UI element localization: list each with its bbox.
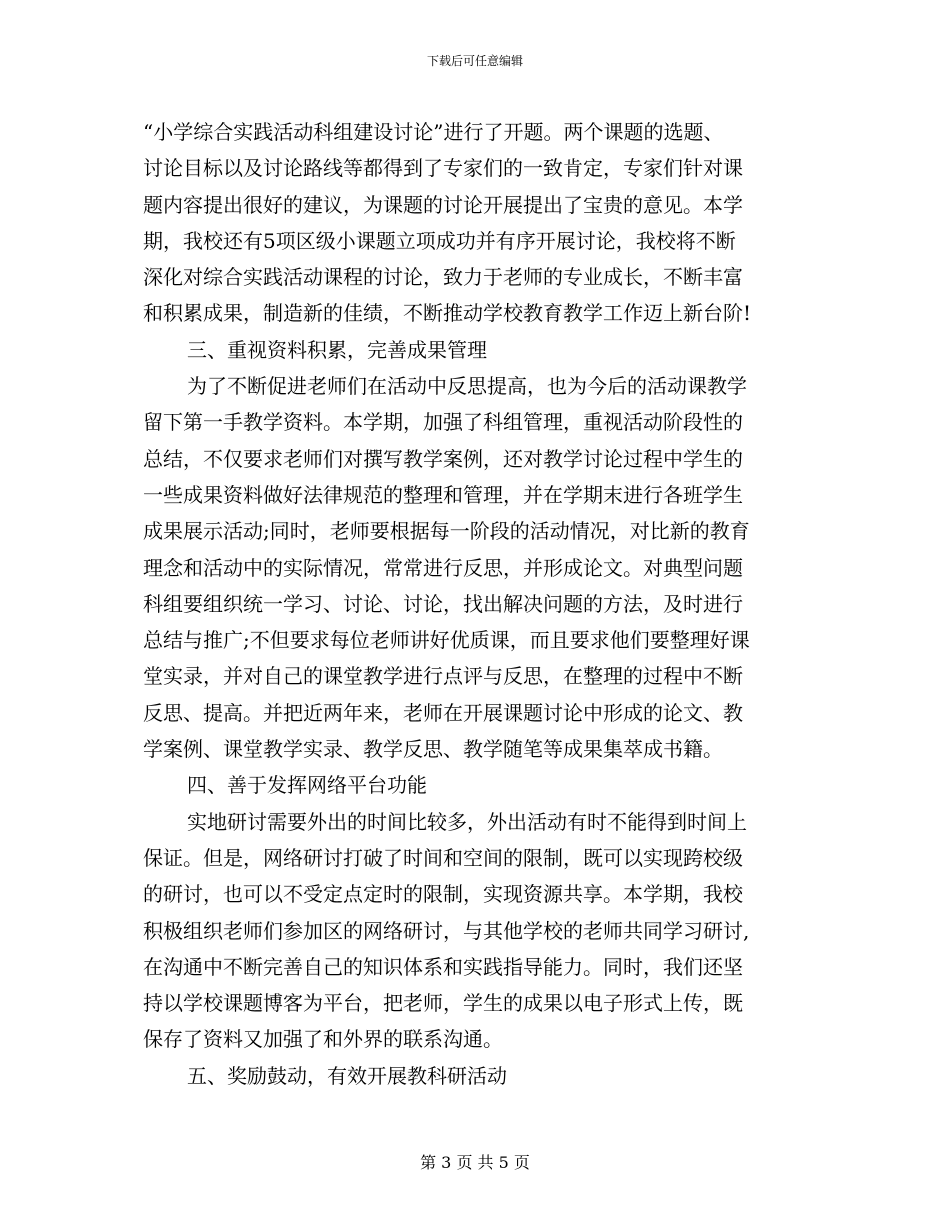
paragraph-line: “小学综合实践活动科组建设讨论”进行了开题。两个课题的选题、 — [143, 120, 724, 144]
document-body — [143, 114, 807, 1094]
paragraph-line: 期，我校还有5项区级小课题立项成功并有序开展讨论，我校将不断 — [143, 228, 736, 253]
paragraph-line: 在沟通中不断完善自己的知识体系和实践指导能力。同时，我们还坚 — [143, 954, 743, 979]
paragraph-line: 为了不断促进老师们在活动中反思提高，也为今后的活动课教学 — [187, 374, 747, 399]
paragraph-line: 成果展示活动;同时，老师要根据每一阶段的活动情况，对比新的教育 — [143, 519, 750, 544]
paragraph-line: 实地研讨需要外出的时间比较多，外出活动有时不能得到时间上 — [187, 809, 747, 834]
paragraph-line: 讨论目标以及讨论路线等都得到了专家们的一致肯定，专家们针对课 — [143, 156, 743, 181]
paragraph-line: 和积累成果，制造新的佳绩，不断推动学校教育教学工作迈上新台阶! — [143, 301, 752, 326]
paragraph-line: 深化对综合实践活动课程的讨论，致力于老师的专业成长，不断丰富 — [143, 265, 743, 290]
page-number-footer: 第 3 页 共 5 页 — [420, 1153, 530, 1172]
paragraph-line: 一些成果资料做好法律规范的整理和管理，并在学期末进行各班学生 — [143, 482, 743, 507]
paragraph-line: 保存了资料又加强了和外界的联系沟通。 — [143, 1027, 503, 1052]
paragraph-line: 学案例、课堂教学实录、教学反思、教学随笔等成果集萃成书籍。 — [143, 737, 723, 762]
paragraph-line: 题内容提出很好的建议，为课题的讨论开展提出了宝贵的意见。本学 — [143, 192, 743, 217]
section-heading: 五、奖励鼓动，有效开展教科研活动 — [187, 1063, 507, 1088]
section-heading: 四、善于发挥网络平台功能 — [187, 773, 427, 798]
paragraph-line: 科组要组织统一学习、讨论、讨论，找出解决问题的方法，及时进行 — [143, 591, 743, 616]
paragraph-line: 总结，不仅要求老师们对撰写教学案例，还对教学讨论过程中学生的 — [143, 446, 743, 471]
paragraph-line: 持以学校课题博客为平台，把老师，学生的成果以电子形式上传，既 — [143, 991, 743, 1016]
paragraph-line: 理念和活动中的实际情况，常常进行反思，并形成论文。对典型问题 — [143, 555, 743, 580]
section-heading: 三、重视资料积累，完善成果管理 — [187, 337, 487, 362]
paragraph-line: 留下第一手教学资料。本学期，加强了科组管理，重视活动阶段性的 — [143, 410, 743, 435]
paragraph-line: 反思、提高。并把近两年来，老师在开展课题讨论中形成的论文、教 — [143, 700, 743, 725]
paragraph-line: 堂实录，并对自己的课堂教学进行点评与反思，在整理的过程中不断 — [143, 664, 743, 689]
page-header: 下载后可任意编辑 — [426, 54, 523, 68]
paragraph-line: 积极组织老师们参加区的网络研讨，与其他学校的老师共同学习研讨, — [143, 918, 750, 943]
paragraph-line: 总结与推广;不但要求每位老师讲好优质课，而且要求他们要整理好课 — [143, 628, 750, 653]
paragraph-line: 的研讨，也可以不受定点定时的限制，实现资源共享。本学期，我校 — [143, 882, 743, 907]
paragraph-line: 保证。但是，网络研讨打破了时间和空间的限制，既可以实现跨校级 — [143, 845, 743, 870]
